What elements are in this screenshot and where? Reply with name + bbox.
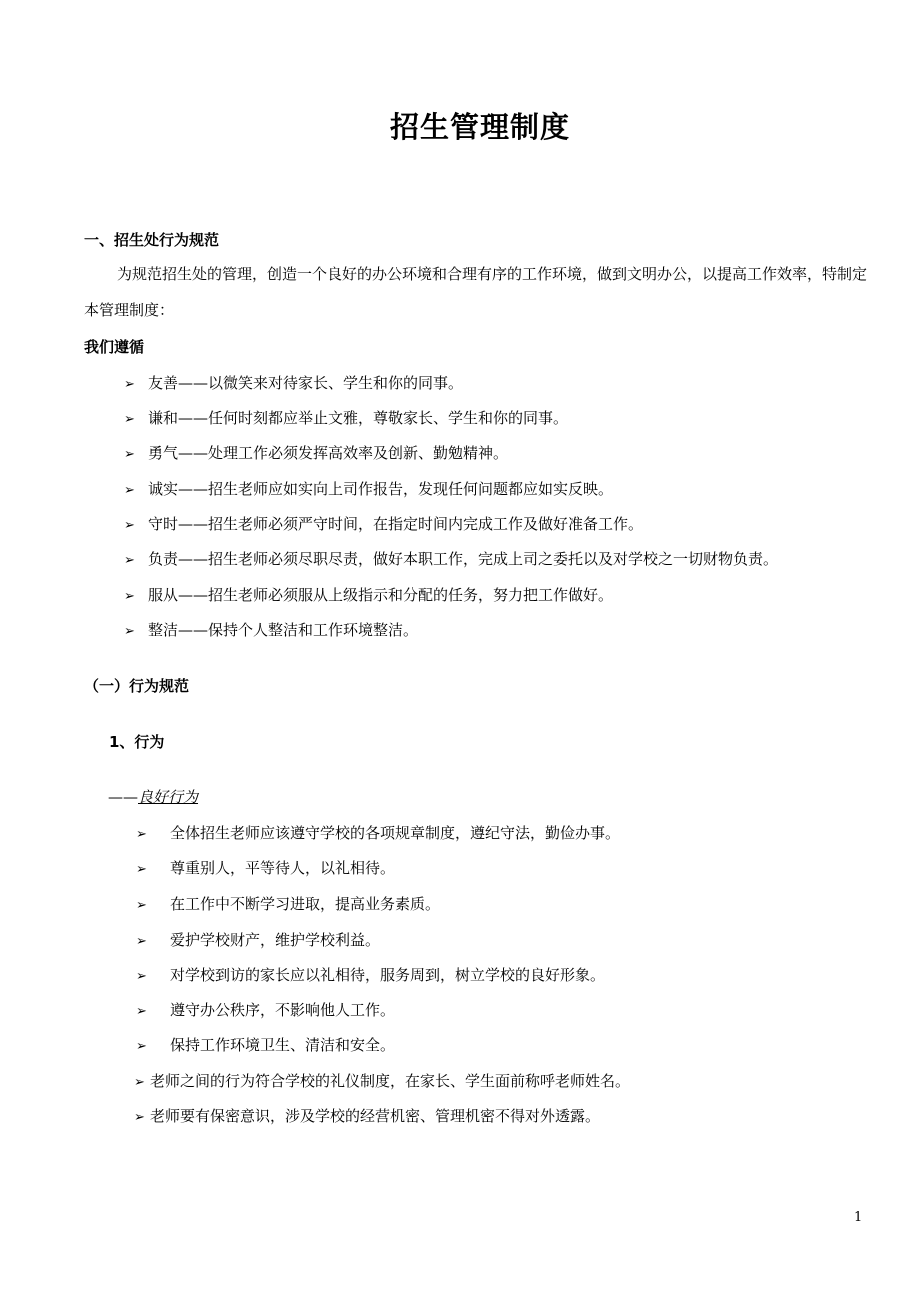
good-behavior-item: ➢ 爱护学校财产，维护学校利益。 — [136, 931, 381, 949]
document-title: 招生管理制度 — [389, 110, 570, 144]
arrow-bullet-icon: ➢ — [136, 1004, 147, 1019]
arrow-bullet-icon: ➢ — [134, 1075, 145, 1090]
arrow-bullet-icon: ➢ — [124, 553, 135, 568]
page-number: 1 — [854, 1210, 863, 1225]
good-behavior-item: ➢ 尊重别人，平等待人，以礼相待。 — [136, 859, 396, 877]
arrow-bullet-icon: ➢ — [124, 412, 135, 427]
arrow-bullet-icon: ➢ — [136, 862, 147, 877]
behavior-subheading: 1、行为 — [109, 733, 165, 751]
arrow-bullet-icon: ➢ — [124, 624, 135, 639]
intro-paragraph: 为规范招生处的管理，创造一个良好的办公环境和合理有序的工作环境，做到文明办公，以提高工作效率，特制定本管理制度： — [84, 265, 868, 319]
arrow-bullet-icon: ➢ — [124, 447, 135, 462]
good-behavior-item: ➢ 遵守办公秩序，不影响他人工作。 — [136, 1001, 396, 1019]
principle-item: ➢ 谦和——任何时刻都应举止文雅，尊敬家长、学生和你的同事。 — [124, 409, 569, 427]
arrow-bullet-icon: ➢ — [136, 969, 147, 984]
good-behavior-item: ➢ 全体招生老师应该遵守学校的各项规章制度，遵纪守法，勤俭办事。 — [136, 824, 621, 842]
good-behavior-heading: ——良好行为 — [108, 788, 199, 806]
extra-behavior-item: ➢ 老师要有保密意识，涉及学校的经营机密、管理机密不得对外透露。 — [134, 1107, 601, 1125]
principle-item: ➢ 服从——招生老师必须服从上级指示和分配的任务，努力把工作做好。 — [124, 586, 614, 604]
good-behavior-item: ➢ 在工作中不断学习进取，提高业务素质。 — [136, 895, 441, 913]
arrow-bullet-icon: ➢ — [124, 377, 135, 392]
principle-item: ➢ 友善——以微笑来对待家长、学生和你的同事。 — [124, 374, 464, 392]
good-behavior-label: 良好行为 — [138, 788, 199, 806]
arrow-bullet-icon: ➢ — [124, 589, 135, 604]
principle-item: ➢ 守时——招生老师必须严守时间，在指定时间内完成工作及做好准备工作。 — [124, 515, 644, 533]
principle-item: ➢ 整洁——保持个人整洁和工作环境整洁。 — [124, 621, 419, 639]
arrow-bullet-icon: ➢ — [136, 898, 147, 913]
good-behavior-item: ➢ 对学校到访的家长应以礼相待，服务周到，树立学校的良好形象。 — [136, 966, 606, 984]
arrow-bullet-icon: ➢ — [134, 1110, 145, 1125]
arrow-bullet-icon: ➢ — [136, 827, 147, 842]
arrow-bullet-icon: ➢ — [136, 1039, 147, 1054]
section-heading-2: （一）行为规范 — [84, 677, 190, 695]
arrow-bullet-icon: ➢ — [124, 483, 135, 498]
arrow-bullet-icon: ➢ — [124, 518, 135, 533]
good-behavior-item: ➢ 保持工作环境卫生、清洁和安全。 — [136, 1036, 396, 1054]
principle-item: ➢ 负责——招生老师必须尽职尽责，做好本职工作，完成上司之委托以及对学校之一切财物负责。 — [124, 550, 779, 568]
principle-item: ➢ 诚实——招生老师应如实向上司作报告，发现任何问题都应如实反映。 — [124, 480, 614, 498]
principles-subheading: 我们遵循 — [84, 338, 145, 356]
section-heading-1: 一、招生处行为规范 — [84, 231, 220, 249]
extra-behavior-item: ➢ 老师之间的行为符合学校的礼仪制度，在家长、学生面前称呼老师姓名。 — [134, 1072, 631, 1090]
arrow-bullet-icon: ➢ — [136, 934, 147, 949]
principle-item: ➢ 勇气——处理工作必须发挥高效率及创新、勤勉精神。 — [124, 444, 509, 462]
